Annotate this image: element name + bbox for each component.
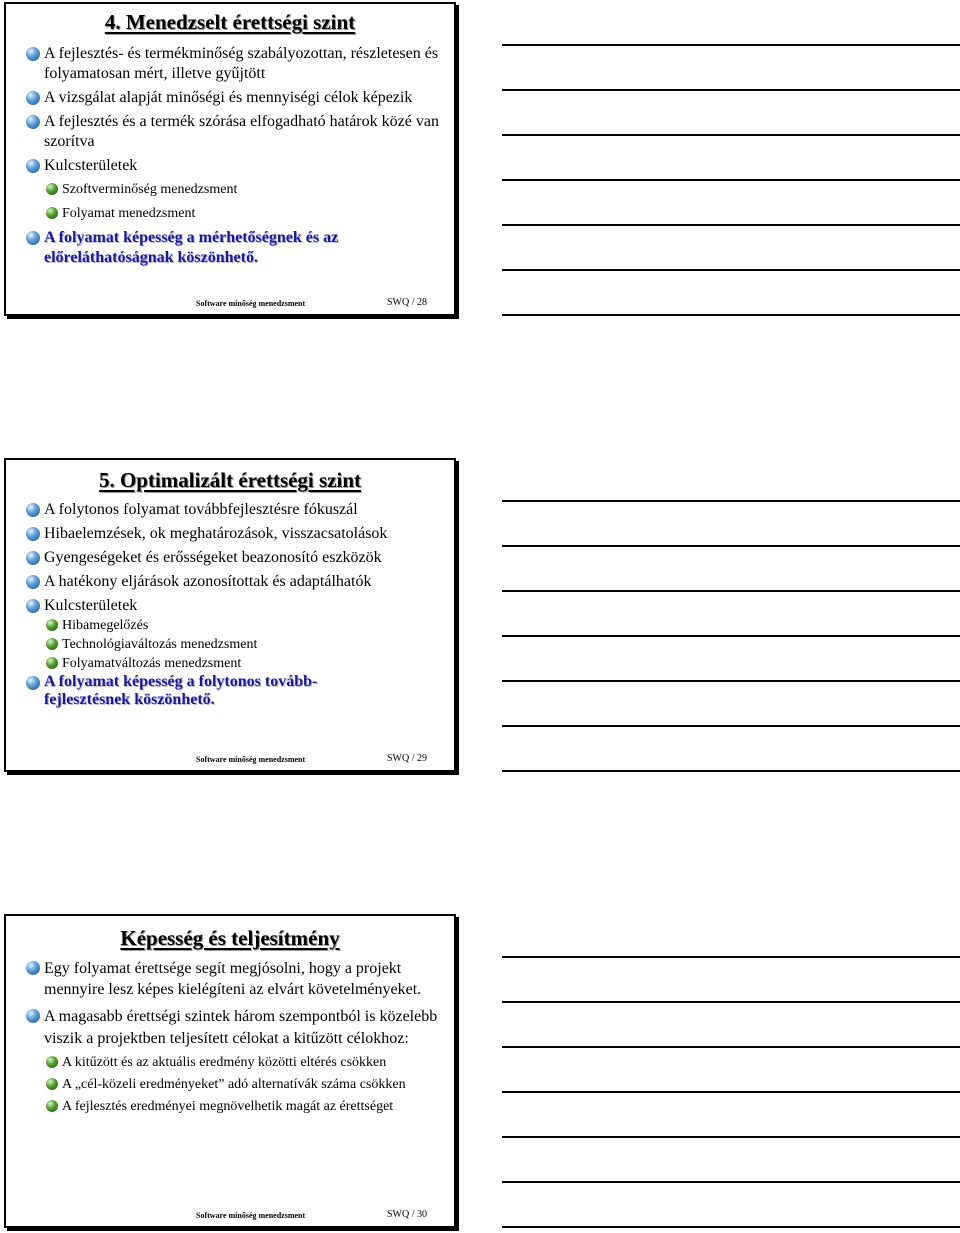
blue-sphere-bullet-icon — [26, 159, 40, 173]
note-line — [502, 680, 960, 682]
emphasis-list-item: A folyamat képesség a mérhetőségnek és az előreláthatóságnak köszönhető. — [26, 228, 440, 268]
slide-footer — [6, 294, 454, 308]
list-item: A magasabb érettségi szintek három szempontból is közelebb viszik a projektben teljesített célokat a kitűzött célokhoz: — [26, 1006, 440, 1050]
sub-list-item: Technológiaváltozás menedzsment — [26, 635, 440, 654]
note-line — [502, 134, 960, 136]
blue-sphere-bullet-icon — [26, 47, 40, 61]
note-line — [502, 179, 960, 181]
note-line — [502, 1226, 960, 1228]
blue-sphere-bullet-icon — [26, 1009, 40, 1023]
footer-page-number: SWQ / 29 — [387, 753, 427, 764]
blue-sphere-bullet-icon — [26, 231, 40, 245]
notes-lines-30 — [502, 912, 960, 1232]
slide-28 — [4, 2, 456, 316]
green-sphere-bullet-icon — [46, 638, 58, 650]
notes-lines-29 — [502, 456, 960, 776]
slide-content — [26, 44, 440, 272]
emphasis-list-item: A folyamat képesség a folytonos tovább-fejlesztésnek köszönhető. — [26, 673, 384, 709]
sub-list-item: Hibamegelőzés — [26, 616, 440, 635]
sub-list-item: Szoftverminőség menedzsment — [26, 180, 440, 199]
note-line — [502, 269, 960, 271]
slide-content — [26, 500, 440, 709]
note-line — [502, 1091, 960, 1093]
slide-title: 5. Optimalizált érettségi szint — [98, 468, 362, 492]
note-line — [502, 44, 960, 46]
list-item: Egy folyamat érettsége segít megjósolni, hogy a projekt mennyire lesz képes kielégíteni az elvárt követelményeket. — [26, 958, 440, 1000]
sub-list-item: Folyamat menedzsment — [26, 204, 440, 223]
green-sphere-bullet-icon — [46, 657, 58, 669]
sub-list-item: A kitűzött és az aktuális eredmény közötti eltérés csökken — [26, 1053, 440, 1072]
sub-list-item: A „cél-közeli eredményeket” adó alternatívák száma csökken — [26, 1075, 440, 1094]
green-sphere-bullet-icon — [46, 183, 58, 195]
blue-sphere-bullet-icon — [26, 503, 40, 517]
blue-sphere-bullet-icon — [26, 91, 40, 105]
green-sphere-bullet-icon — [46, 1078, 58, 1090]
list-item: A fejlesztés- és termékminőség szabályozottan, részletesen és folyamatosan mért, illetve gyűjtött — [26, 44, 440, 84]
slide-footer — [6, 750, 454, 764]
slide-content — [26, 958, 440, 1119]
sub-list-item: Folyamatváltozás menedzsment — [26, 654, 440, 673]
note-line — [502, 545, 960, 547]
list-item: A fejlesztés és a termék szórása elfogadható határok közé van szorítva — [26, 112, 440, 152]
footer-course-name: Software minőség menedzsment — [196, 1211, 306, 1220]
note-line — [502, 956, 960, 958]
slide-title: 4. Menedzselt érettségi szint — [104, 10, 356, 34]
green-sphere-bullet-icon — [46, 1056, 58, 1068]
list-item: Hibaelemzések, ok meghatározások, visszacsatolások — [26, 524, 440, 544]
blue-sphere-bullet-icon — [26, 676, 40, 690]
footer-course-name: Software minőség menedzsment — [196, 299, 306, 308]
note-line — [502, 89, 960, 91]
note-line — [502, 1001, 960, 1003]
note-line — [502, 224, 960, 226]
note-line — [502, 1136, 960, 1138]
notes-lines-28 — [502, 0, 960, 320]
list-item: Gyengeségeket és erősségeket beazonosító eszközök — [26, 548, 440, 568]
sub-list-item: A fejlesztés eredményei megnövelhetik magát az érettséget — [26, 1097, 440, 1116]
blue-sphere-bullet-icon — [26, 599, 40, 613]
blue-sphere-bullet-icon — [26, 527, 40, 541]
list-item: Kulcsterületek — [26, 156, 440, 176]
slide-title: Képesség és teljesítmény — [120, 926, 340, 950]
list-item: Kulcsterületek — [26, 596, 440, 616]
list-item: A hatékony eljárások azonosítottak és adaptálhatók — [26, 572, 440, 592]
green-sphere-bullet-icon — [46, 1100, 58, 1112]
note-line — [502, 770, 960, 772]
slide-30 — [4, 914, 456, 1228]
blue-sphere-bullet-icon — [26, 961, 40, 975]
note-line — [502, 590, 960, 592]
green-sphere-bullet-icon — [46, 207, 58, 219]
blue-sphere-bullet-icon — [26, 115, 40, 129]
footer-course-name: Software minőség menedzsment — [196, 755, 306, 764]
blue-sphere-bullet-icon — [26, 575, 40, 589]
slide-29 — [4, 458, 456, 772]
note-line — [502, 314, 960, 316]
list-item: A folytonos folyamat továbbfejlesztésre fókuszál — [26, 500, 440, 520]
blue-sphere-bullet-icon — [26, 551, 40, 565]
slide-footer — [6, 1206, 454, 1220]
note-line — [502, 635, 960, 637]
green-sphere-bullet-icon — [46, 619, 58, 631]
note-line — [502, 725, 960, 727]
note-line — [502, 1046, 960, 1048]
footer-page-number: SWQ / 30 — [387, 1209, 427, 1220]
note-line — [502, 500, 960, 502]
note-line — [502, 1181, 960, 1183]
list-item: A vizsgálat alapját minőségi és mennyiségi célok képezik — [26, 88, 440, 108]
footer-page-number: SWQ / 28 — [387, 297, 427, 308]
